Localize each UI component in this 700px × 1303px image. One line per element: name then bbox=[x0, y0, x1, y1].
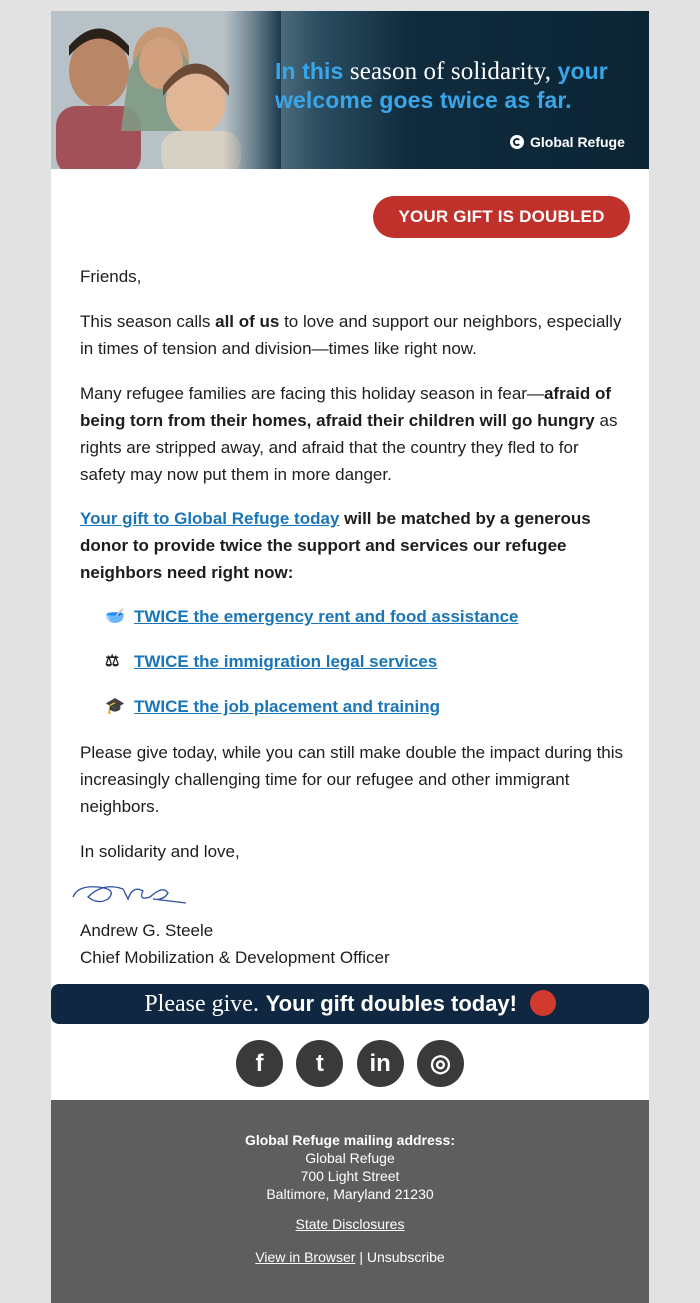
signatory-title: Chief Mobilization & Development Officer bbox=[80, 948, 390, 967]
paragraph-season bbox=[80, 308, 625, 362]
disclosures-row bbox=[51, 1215, 649, 1233]
unsubscribe-link[interactable]: Unsubscribe bbox=[366, 1249, 445, 1265]
closing: In solidarity and love, bbox=[80, 842, 240, 861]
brand-name: Global Refuge bbox=[530, 134, 625, 150]
flame-logo-icon bbox=[530, 990, 556, 1016]
benefits-list bbox=[105, 603, 625, 738]
social-links bbox=[236, 1040, 464, 1088]
email-container bbox=[51, 11, 649, 1303]
bold-text: will be matched by a generous donor to provide twice the support and services our refugee neighbors need right now: bbox=[80, 509, 591, 582]
gift-doubled-badge[interactable]: YOUR GIFT IS DOUBLED bbox=[373, 196, 630, 238]
paragraph-match bbox=[80, 505, 625, 586]
bold-text: afraid of being torn from their homes, afraid their children will go hungry bbox=[80, 384, 612, 430]
headline-line-2: welcome goes twice as far. bbox=[275, 87, 572, 113]
instagram-icon[interactable]: ◎ bbox=[417, 1040, 464, 1087]
list-item bbox=[105, 693, 625, 738]
view-in-browser-link[interactable]: View in Browser bbox=[255, 1249, 356, 1265]
footer-links bbox=[51, 1248, 649, 1266]
scales-icon: ⚖ bbox=[105, 653, 120, 670]
bowl-icon: 🥣 bbox=[105, 608, 125, 625]
twitter-icon[interactable]: t bbox=[296, 1040, 343, 1087]
facebook-icon[interactable]: f bbox=[236, 1040, 283, 1087]
benefit-link-jobs[interactable]: TWICE the job placement and training bbox=[134, 697, 441, 716]
paragraph-give: Please give today, while you can still make double the impact during this increasingly challenging time for our refugee and other immigrant neighbors. bbox=[80, 743, 624, 816]
greeting: Friends, bbox=[80, 267, 142, 286]
text: Many refugee families are facing this holiday season in fear— bbox=[80, 384, 544, 403]
footer bbox=[51, 1100, 649, 1303]
paragraph-fear bbox=[80, 380, 625, 488]
signatory-name: Andrew G. Steele bbox=[80, 921, 214, 940]
address-title: Global Refuge mailing address: bbox=[244, 1132, 456, 1148]
text: This season calls bbox=[80, 312, 216, 331]
cta-serif-text: Please give. bbox=[144, 991, 259, 1017]
separator: | bbox=[355, 1249, 367, 1265]
brand-logo bbox=[510, 134, 625, 150]
donate-banner-button[interactable] bbox=[51, 984, 649, 1024]
address-org: Global Refuge bbox=[305, 1150, 395, 1166]
signatory bbox=[80, 917, 390, 971]
text: as rights are stripped away, and afraid that the country they fled to for safety may now put them in more danger. bbox=[80, 411, 618, 484]
mailing-address bbox=[51, 1131, 649, 1203]
benefit-link-legal[interactable]: TWICE the immigration legal services bbox=[134, 652, 438, 671]
headline-part: season of solidarity, bbox=[349, 58, 552, 85]
cta-bold-text: Your gift doubles today! bbox=[265, 991, 517, 1016]
graduation-cap-icon: 🎓 bbox=[105, 698, 125, 715]
bold-text: all of us bbox=[215, 312, 280, 331]
signature-image bbox=[68, 877, 193, 907]
global-refuge-logo-icon bbox=[510, 135, 524, 149]
header-headline bbox=[275, 57, 608, 115]
headline-part: your bbox=[557, 58, 608, 84]
family-photo bbox=[51, 11, 281, 169]
gift-link[interactable]: Your gift to Global Refuge today bbox=[80, 509, 340, 528]
state-disclosures-link[interactable]: State Disclosures bbox=[295, 1216, 405, 1232]
linkedin-icon[interactable]: in bbox=[357, 1040, 404, 1087]
address-street: 700 Light Street bbox=[300, 1168, 400, 1184]
headline-part: In this bbox=[275, 58, 344, 84]
header-banner[interactable] bbox=[51, 11, 649, 169]
benefit-link-rent-food[interactable]: TWICE the emergency rent and food assistance bbox=[134, 607, 519, 626]
text: to love and support our neighbors, especially in times of tension and division—times like right now. bbox=[80, 312, 622, 358]
address-city: Baltimore, Maryland 21230 bbox=[266, 1186, 434, 1202]
list-item bbox=[105, 603, 625, 648]
list-item bbox=[105, 648, 625, 693]
